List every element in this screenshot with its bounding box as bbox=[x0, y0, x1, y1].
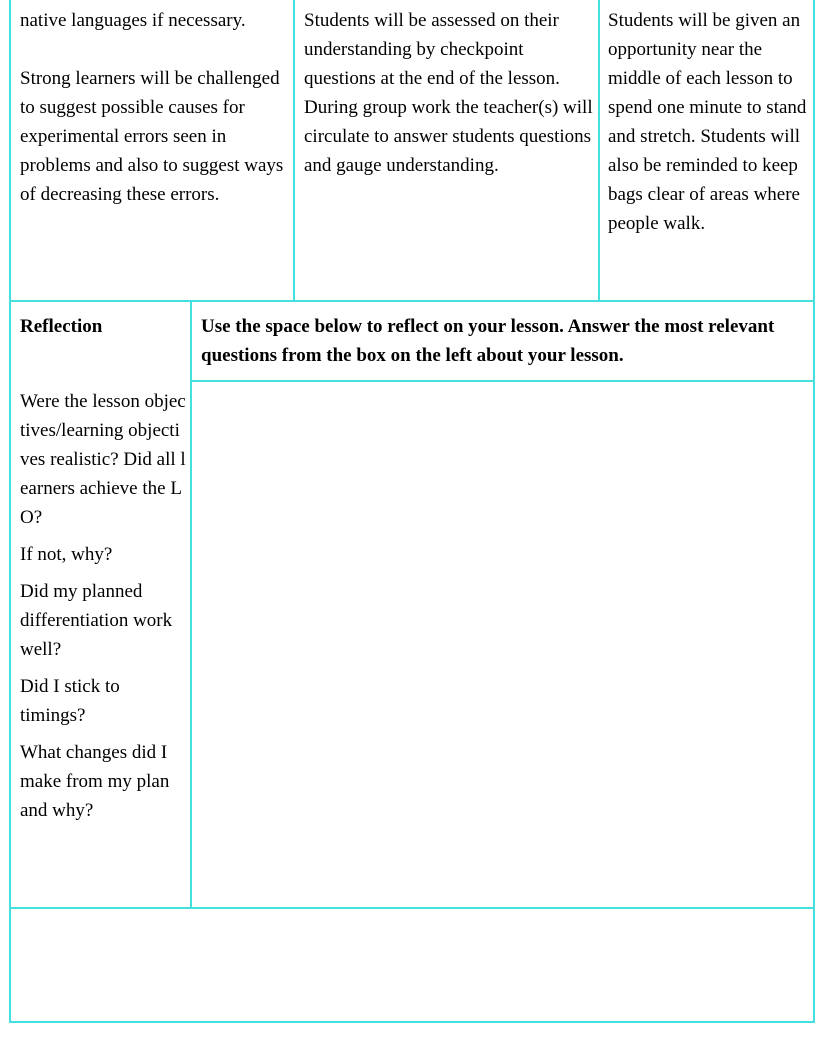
assessment-text: Students will be assessed on their understanding by checkpoint questions at the end of the lesson. During group work the teacher(s) will circulate to answer students questions and gauge understanding. bbox=[304, 10, 593, 176]
reflection-question: Did I stick to timings? bbox=[20, 676, 120, 726]
reflection-question: If not, why? bbox=[20, 544, 113, 565]
differentiation-text-2: Strong learners will be challenged to suggest possible causes for experimental errors seen in problems and also to suggest ways of decreasing these errors. bbox=[20, 68, 284, 205]
health-safety-cell bbox=[598, 0, 815, 302]
reflection-instruction: Use the space below to reflect on your lesson. Answer the most relevant questions from the box on the left about your lesson. bbox=[201, 316, 775, 366]
assessment-cell bbox=[293, 0, 599, 302]
reflection-question: Did my planned differentiation work well? bbox=[20, 581, 173, 660]
health-safety-text: Students will be given an opportunity near the middle of each lesson to spend one minute to stand and stretch. Students will also be reminded to keep bags clear of areas where people walk. bbox=[608, 10, 807, 234]
reflection-heading: Reflection bbox=[20, 316, 103, 337]
differentiation-text-1: native languages if necessary. bbox=[20, 10, 246, 31]
reflection-question: What changes did I make from my plan and why? bbox=[20, 742, 170, 821]
reflection-question: Were the lesson objectives/learning objectives realistic? Did all learners achieve the LO? bbox=[20, 391, 186, 528]
reflection-instruction-cell bbox=[190, 300, 815, 382]
summary-evaluation-cell bbox=[9, 907, 815, 1023]
reflection-answer-area[interactable] bbox=[190, 380, 815, 909]
reflection-questions-cell bbox=[9, 300, 192, 909]
differentiation-cell bbox=[9, 0, 294, 302]
